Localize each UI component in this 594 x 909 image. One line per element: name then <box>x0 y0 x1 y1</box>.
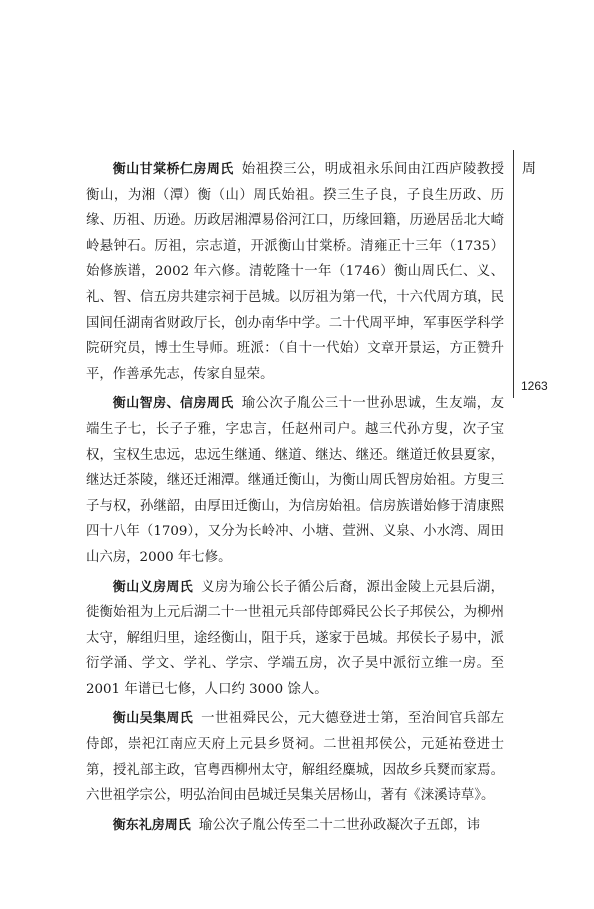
entry-paragraph <box>86 575 504 703</box>
margin-rule <box>513 150 514 398</box>
entry-paragraph <box>86 391 504 570</box>
entry-body: 义房为瑜公长子循公后裔，源出金陵上元县后湖，徙衡始祖为上元后湖二十一世祖元兵部侍郎舜民公长子邦侯公，为柳州太守，解组归里，途经衡山，阻于兵，遂家于邑城。邦侯长子易中，派衍学涌、学文、学礼、学宗、学端五房，次子昊中派衍立维一房。至 2001 年谱已七修，人口约 3000 馀人。 <box>86 579 504 697</box>
entry-paragraph <box>86 706 504 808</box>
entry-body: 始祖揆三公，明成祖永乐间由江西庐陵教授衡山，为湘（潭）衡（山）周氏始祖。揆三生子良，子良生历政、历缘、历祖、历逊。历政居湘潭易俗河江口，历缘回籍，历逊居岳北大崎岭悬钟石。厉祖，宗志道，开派衡山甘棠桥。清雍正十三年（1735）始修族谱，2002 年六修。清乾隆十一年（1746）衡山周氏仁、义、礼、智、信五房共建宗祠于邑城。以厉祖为第一代，十六代周方瑱，民国间任湖南省财政厅长，创办南华中学。二十代周平坤，军事医学科学院研究员，博士生导师。班派：（自十一代始）文章开景运，方正赞升平，作善承先志，传家自显荣。 <box>86 162 504 382</box>
entry-heading: 衡山智房、信房周氏 <box>112 396 234 412</box>
entry-heading: 衡东礼房周氏 <box>112 817 191 833</box>
main-text <box>86 157 504 842</box>
entry-heading: 衡山吴集周氏 <box>112 711 194 727</box>
entry-heading: 衡山义房周氏 <box>112 579 194 595</box>
page-number: 1263 <box>521 379 548 393</box>
margin-surname: 周 <box>522 161 536 177</box>
entry-body: 一世祖舜民公，元大德登进士第，至治间官兵部左侍郎，崇祀江南应天府上元县乡贤祠。二世祖邦侯公，元延祐登进士第，授礼部主政，官粤西柳州太守，解组经麋城，因故乡兵燹而家焉。六世祖学宗公，明弘治间由邑城迁吴集关居杨山，著有《涞溪诗草》。 <box>86 711 504 804</box>
entry-body: 瑜公次子胤公三十一世孙思诚，生友端，友端生子七，长子子雅，字忠言，任赵州司户。越三代孙方叟，次子宝权，宝权生忠远，忠远生继通、继道、继达、继还。继道迁攸县夏家，继达迁茶陵，继还迁湘潭。继通迁衡山，为衡山周氏智房始祖。方叟三子与权，孙继韶，由厚田迁衡山，为信房始祖。信房族谱始修于清康熙四十八年（1709），又分为长岭冲、小塘、萱洲、义泉、小水湾、周田山六房，2000 年七修。 <box>86 396 504 565</box>
entry-paragraph <box>86 813 504 839</box>
entry-body: 瑜公次子胤公传至二十二世孙政凝次子五郎，讳 <box>198 817 481 833</box>
entry-paragraph <box>86 157 504 387</box>
entry-heading: 衡山甘棠桥仁房周氏 <box>112 162 234 177</box>
